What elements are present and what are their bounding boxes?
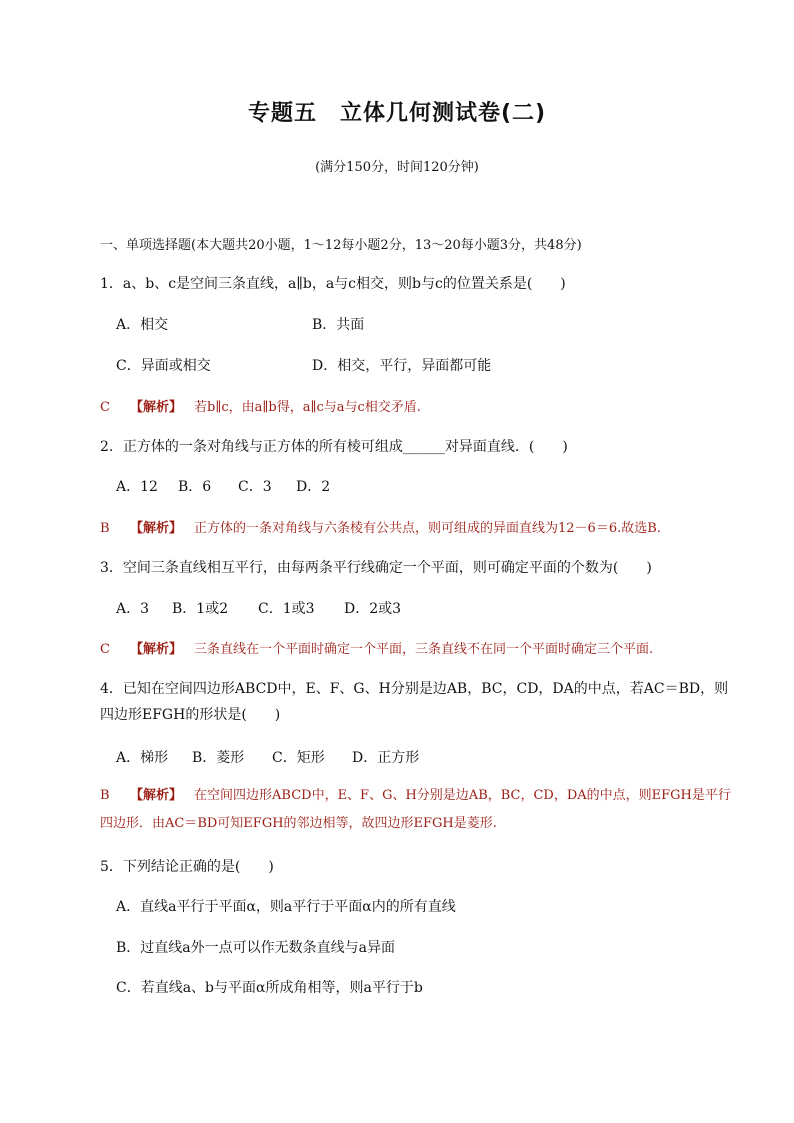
question-1-option-d: D．相交，平行，异面都可能	[312, 358, 492, 374]
answer-tag: 【解析】	[130, 642, 183, 657]
answer-letter: C	[100, 642, 110, 657]
question-2-option-a: A．12	[116, 479, 158, 495]
question-2-option-c: C．3	[238, 479, 272, 495]
question-2-option-b: B．6	[178, 479, 212, 495]
question-5-option-a: A．直线a平行于平面α，则a平行于平面α内的所有直线	[116, 899, 456, 915]
page-subtitle: (满分150分，时间120分钟)	[315, 160, 479, 175]
question-3-option-d: D．2或3	[344, 601, 402, 617]
question-1-option-a: A．相交	[116, 317, 169, 333]
question-1-answer	[100, 396, 740, 415]
answer-explanation: 若b∥c，由a∥b得，a∥c与a与c相交矛盾.	[194, 400, 421, 415]
section-heading: 一、单项选择题(本大题共20小题，1～12每小题2分，13～20每小题3分，共48分)	[100, 238, 582, 253]
question-4-answer	[100, 782, 740, 838]
answer-tag: 【解析】	[130, 400, 183, 415]
question-2-option-d: D．2	[296, 479, 331, 495]
question-4-option-d: D．正方形	[352, 750, 420, 766]
answer-tag: 【解析】	[130, 788, 183, 803]
answer-explanation: 在空间四边形ABCD中，E、F、G、H分别是边AB，BC，CD，DA的中点，则EFGH是平行四边形．由AC＝BD可知EFGH的邻边相等，故四边形EFGH是菱形.	[100, 788, 731, 831]
answer-letter: B	[100, 788, 110, 803]
question-4-option-c: C．矩形	[272, 750, 325, 766]
question-5-option-c: C．若直线a、b与平面α所成角相等，则a平行于b	[116, 980, 423, 996]
answer-explanation: 三条直线在一个平面时确定一个平面，三条直线不在同一个平面时确定三个平面.	[194, 642, 654, 657]
answer-explanation: 正方体的一条对角线与六条棱有公共点，则可组成的异面直线为12－6＝6.故选B.	[194, 521, 661, 536]
question-1-stem: 1．a、b、c是空间三条直线，a∥b，a与c相交，则b与c的位置关系是( )	[100, 276, 566, 292]
question-4-option-b: B．菱形	[192, 750, 245, 766]
question-3-option-c: C．1或3	[258, 601, 315, 617]
question-1-option-c: C．异面或相交	[116, 358, 211, 374]
question-3-stem: 3．空间三条直线相互平行，由每两条平行线确定一个平面，则可确定平面的个数为( )	[100, 560, 652, 576]
question-4-option-a: A．梯形	[116, 750, 169, 766]
question-2-stem: 2．正方体的一条对角线与正方体的所有棱可组成______对异面直线．( )	[100, 439, 568, 455]
answer-letter: B	[100, 521, 110, 536]
question-5-stem: 5．下列结论正确的是( )	[100, 859, 274, 875]
question-1-option-b: B．共面	[312, 317, 365, 333]
question-5-option-b: B．过直线a外一点可以作无数条直线与a异面	[116, 940, 395, 956]
question-3-option-b: B．1或2	[172, 601, 229, 617]
question-3-answer	[100, 638, 740, 657]
question-4-stem: 4．已知在空间四边形ABCD中，E、F、G、H分别是边AB，BC，CD，DA的中点，若AC＝BD，则四边形EFGH的形状是( )	[100, 681, 729, 723]
answer-letter: C	[100, 400, 110, 415]
page-title: 专题五 立体几何测试卷(二)	[247, 101, 547, 126]
answer-tag: 【解析】	[130, 521, 183, 536]
question-2-answer	[100, 517, 740, 536]
question-3-option-a: A．3	[116, 601, 150, 617]
